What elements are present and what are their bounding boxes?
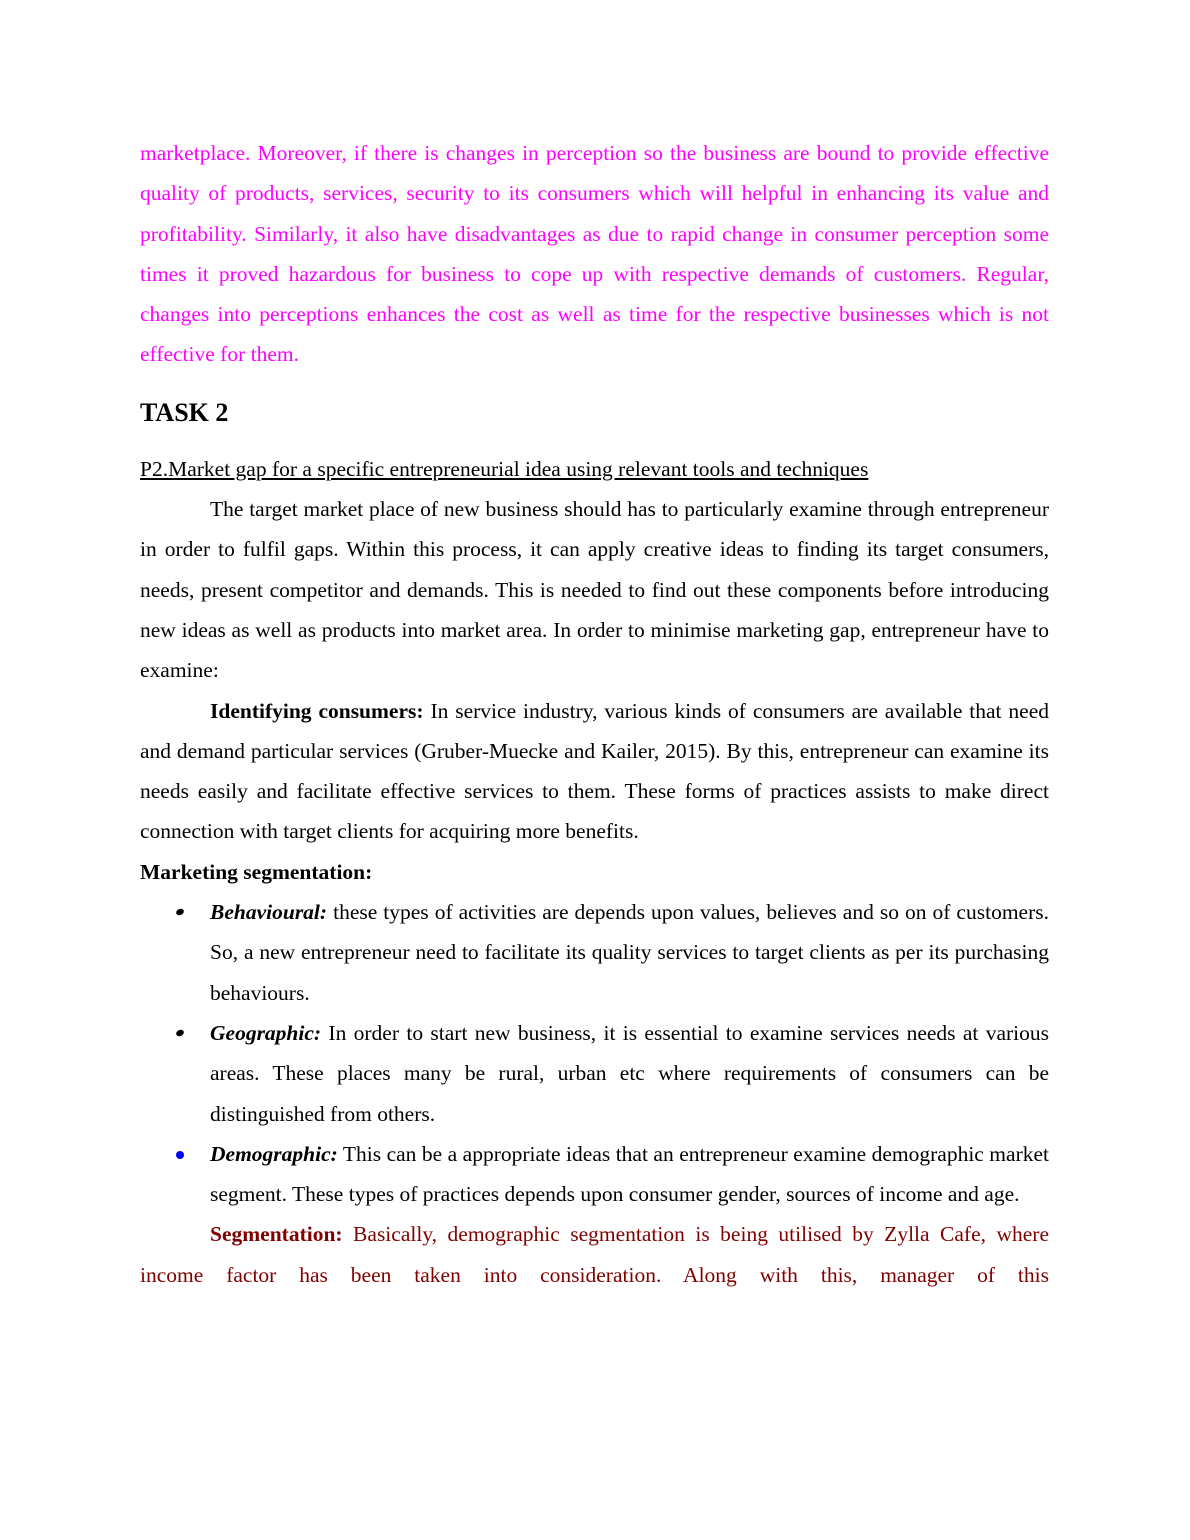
segmentation-label: Segmentation: <box>210 1222 343 1247</box>
identifying-consumers-text: In service industry, various kinds of consumers are available that need and demand particular services (Gruber-Muecke and Kailer, 2015). By this, entrepreneur can examine its needs easily and facilitate effective services to them. These forms of practices assists to make direct connection with target clients for acquiring more benefits. <box>140 698 1049 844</box>
bullet-icon <box>175 1029 185 1038</box>
demographic-label: Demographic: <box>210 1141 338 1166</box>
segmentation-text: Basically, demographic segmentation is being utilised by Zylla Cafe, where income factor has been taken into consideration. Along with this, manager of this <box>140 1222 1049 1287</box>
demographic-text: This can be a appropriate ideas that an entrepreneur examine demographic market segment. These types of practices depends upon consumer gender, sources of income and age. <box>210 1141 1049 1207</box>
segmentation-paragraph <box>140 1214 1049 1295</box>
identifying-consumers-label: Identifying consumers: <box>210 698 424 723</box>
behavioural-label: Behavioural: <box>210 900 328 925</box>
bullet-icon <box>176 1151 184 1159</box>
document-page <box>140 133 1049 1295</box>
behavioural-text: these types of activities are depends upon values, believes and so on of customers. So, a new entrepreneur need to facilitate its quality services to target clients as per its purchasing behaviours. <box>210 900 1049 1005</box>
target-market-paragraph: The target market place of new business should has to particularly examine through entrepreneur in order to fulfil gaps. Within this process, it can apply creative ideas to finding its target consumers, needs, present competitor and demands. This is needed to find out these components before introducing new ideas as well as products into market area. In order to minimise marketing gap, entrepreneur have to examine: <box>140 497 1049 683</box>
bullet-icon <box>175 908 185 917</box>
geographic-label: Geographic: <box>210 1020 322 1045</box>
identifying-consumers-paragraph <box>140 691 1049 852</box>
list-item-geographic <box>140 1013 1049 1134</box>
geographic-text: In order to start new business, it is essential to examine services needs at various areas. These places many be rural, urban etc where requirements of consumers can be distinguished from others. <box>210 1020 1049 1126</box>
list-item-behavioural <box>140 892 1049 1013</box>
section-subheading: P2.Market gap for a specific entrepreneurial idea using relevant tools and techniques <box>140 456 869 481</box>
intro-paragraph: marketplace. Moreover, if there is changes in perception so the business are bound to provide effective quality of products, services, security to its consumers which will helpful in enhancing its value and profitability. Similarly, it also have disadvantages as due to rapid change in consumer perception some times it proved hazardous for business to cope up with respective demands of customers. Regular, changes into perceptions enhances the cost as well as time for the respective businesses which is not effective for them. <box>140 141 1049 367</box>
marketing-segmentation-heading: Marketing segmentation: <box>140 859 373 884</box>
list-item-demographic <box>140 1134 1049 1215</box>
segmentation-list <box>140 892 1049 1214</box>
task-heading: TASK 2 <box>140 397 229 427</box>
